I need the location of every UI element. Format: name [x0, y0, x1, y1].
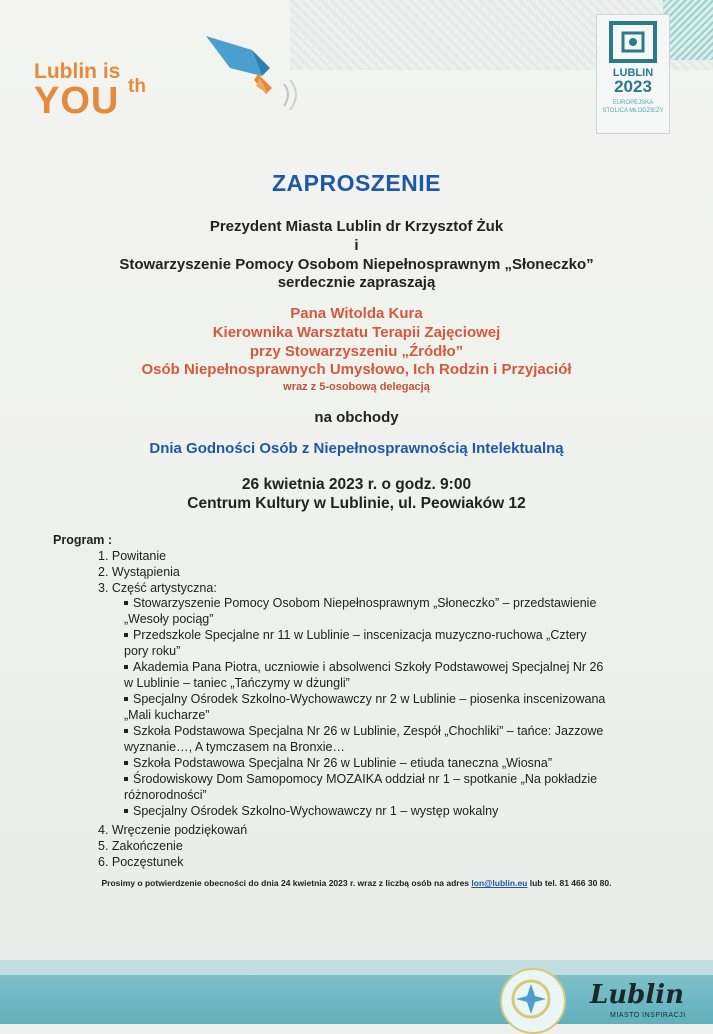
program-item: 3. Część artystyczna: [98, 581, 217, 595]
guest-organization: przy Stowarzyszeniu „Źródło” [249, 343, 464, 360]
event-name: Dnia Godności Osób z Niepełnosprawnością Intelektualną [149, 440, 564, 457]
list-item: Szkoła Podstawowa Specjalna Nr 26 w Lublinie, Zespół „Chochliki” – tańce: Jazzowe [124, 723, 664, 739]
guest-delegation: wraz z 5-osobową delegacją [283, 381, 430, 393]
host-association: Stowarzyszenie Pomocy Osobom Niepełnosprawnym „Słoneczko” [119, 256, 594, 273]
host-conjunction: i [354, 237, 359, 254]
program-item: 5. Zakończenie [98, 839, 183, 853]
list-item: Akademia Pana Piotra, uczniowie i absolwenci Szkoły Podstawowej Specjalnej Nr 26 [124, 659, 664, 675]
performances-list [124, 595, 664, 819]
list-item-cont: „Wesoły pociąg” [124, 612, 214, 626]
guest-organization-full: Osób Niepełnosprawnych Umysłowo, Ich Rodzin i Przyjaciół [141, 361, 572, 378]
program-list [98, 548, 217, 596]
rocket-icon [200, 28, 310, 118]
program-item: 2. Wystąpienia [98, 565, 180, 579]
list-item: Środowiskowy Dom Samopomocy MOZAIKA oddział nr 1 – spotkanie „Na pokładzie [124, 771, 664, 787]
guest-role: Kierownika Warsztatu Terapii Zajęciowej [212, 324, 501, 341]
city-emblem-icon [500, 968, 566, 1034]
corner-texture [663, 0, 713, 60]
invite-phrase: serdecznie zapraszają [277, 274, 436, 291]
list-item: Specjalny Ośrodek Szkolno-Wychowawczy nr 2 w Lublinie – piosenka inscenizowana [124, 691, 664, 707]
host-mayor: Prezydent Miasta Lublin dr Krzysztof Żuk [209, 218, 504, 235]
list-item-cont: „Mali kucharze” [124, 708, 210, 722]
program-list-end [98, 822, 247, 870]
lublin-2023-logo: LUBLIN 2023 EUROPEJSKA STOLICA MŁODZIEŻY [596, 14, 670, 134]
lublin-brand-logo: Lublin [590, 980, 685, 1010]
list-item-cont: wyznanie…, A tymczasem na Bronxie… [124, 740, 345, 754]
event-place: Centrum Kultury w Lublinie, ul. Peowiaków 12 [187, 495, 526, 512]
rsvp-note: Prosimy o potwierdzenie obecności do dnia 24 kwietnia 2023 r. wraz z liczbą osób na adres lon@lublin.eu lub tel. 81 466 30 80. [101, 878, 612, 888]
document-title: ZAPROSZENIE [271, 170, 442, 196]
program-item: 1. Powitanie [98, 549, 167, 563]
lublin-brand-tagline: MIASTO INSPIRACJI [610, 1012, 686, 1019]
list-item-cont: różnorodności” [124, 788, 207, 802]
guest-name: Pana Witolda Kura [290, 305, 423, 322]
list-item: Stowarzyszenie Pomocy Osobom Niepełnosprawnym „Słoneczko” – przedstawienie [124, 595, 664, 611]
program-item: 4. Wręczenie podziękowań [98, 823, 248, 837]
program-label: Program : [53, 533, 113, 547]
list-item: Specjalny Ośrodek Szkolno-Wychowawczy nr 1 – występ wokalny [124, 803, 664, 819]
list-item-cont: pory roku” [124, 644, 181, 658]
email-link[interactable]: lon@lublin.eu [471, 878, 528, 888]
program-item: 6. Poczęstunek [98, 855, 184, 869]
list-item: Przedszkole Specjalne nr 11 w Lublinie – inscenizacja muzyczno-ruchowa „Cztery [124, 627, 664, 643]
event-intro: na obchody [314, 409, 399, 426]
lublin-2023-emblem-icon [605, 19, 661, 65]
event-date: 26 kwietnia 2023 r. o godz. 9:00 [241, 476, 472, 493]
lublin-is-youth-logo: Lublin is YOU th [34, 60, 146, 122]
list-item: Szkoła Podstawowa Specjalna Nr 26 w Lublinie – etiuda taneczna „Wiosna” [124, 755, 664, 771]
list-item-cont: w Lublinie – taniec „Tańczymy w dżungli” [124, 676, 350, 690]
